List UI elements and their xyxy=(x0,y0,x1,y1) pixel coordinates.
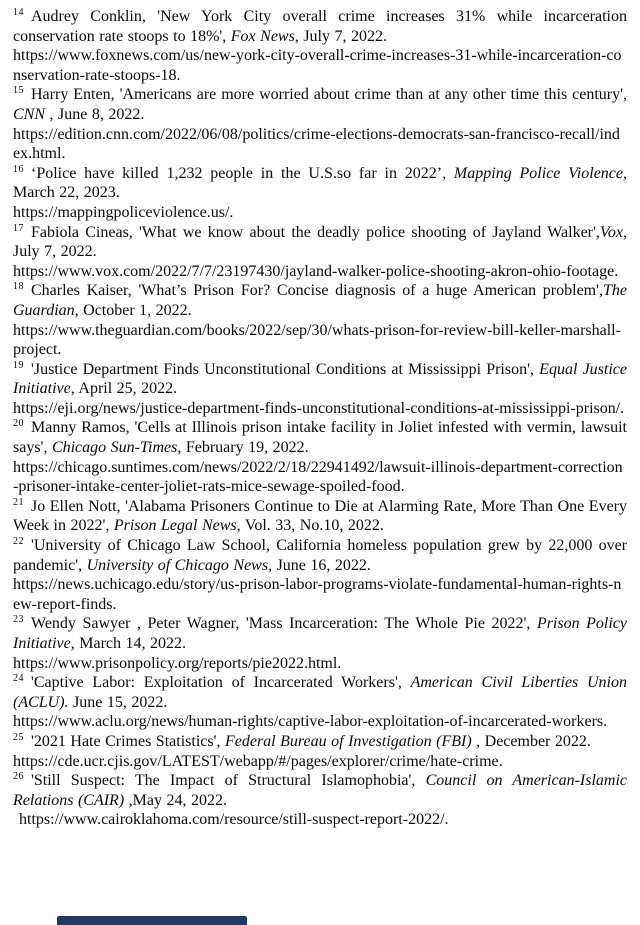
footnote-17 xyxy=(13,223,627,282)
footnote-25 xyxy=(13,732,627,771)
citation-text: June 15, 2022. xyxy=(68,693,168,711)
citation-text: , Vol. 33, No.10, 2022. xyxy=(236,517,384,535)
footnote-26 xyxy=(13,771,627,830)
citation-url: https://www.vox.com/2022/7/7/23197430/jayland-walker-police-shooting-akron-ohio-footage. xyxy=(13,262,619,280)
citation-url: https://www.foxnews.com/us/new-york-city-overall-crime-increases-31-while-incarceration-conservation-rate-stoops-18. xyxy=(13,47,622,84)
citation-url: https://edition.cnn.com/2022/06/08/politics/crime-elections-democrats-san-francisco-recall/index.html. xyxy=(13,125,620,163)
citation-text: Fabiola Cineas, 'What we know about the deadly police shooting of Jayland Walker', xyxy=(31,223,600,241)
footnote-20 xyxy=(13,418,627,496)
citation-text: , July 7, 2022. xyxy=(13,223,627,261)
citation-url: https://news.uchicago.edu/story/us-prison-labor-programs-violate-fundamental-human-rights-new-report-finds. xyxy=(13,576,622,613)
footnote-number: 21 xyxy=(13,496,24,508)
source-name: The Guardian, xyxy=(13,282,627,319)
footnote-24 xyxy=(13,673,627,732)
bottom-navy-bar xyxy=(57,916,247,925)
citation-url: https://mappingpoliceviolence.us/. xyxy=(13,203,234,221)
source-name: Equal Justice Initiative, xyxy=(13,360,628,398)
citation-text: , December 2022. xyxy=(476,732,591,750)
footnote-number: 25 xyxy=(13,731,24,743)
citation-text: 'Captive Labor: Exploitation of Incarcerated Workers', xyxy=(31,674,411,692)
footnote-21 xyxy=(13,497,627,536)
footnote-number: 19 xyxy=(13,359,24,371)
footnote-22 xyxy=(13,536,627,614)
citation-text: 'Still Suspect: The Impact of Structural Islamophobia', xyxy=(31,772,426,790)
citation-text: February 19, 2022. xyxy=(181,439,309,457)
citation-url: https://eji.org/news/justice-department-finds-unconstitutional-conditions-at-mississippi-prison/. xyxy=(13,399,625,417)
footnote-number: 16 xyxy=(13,163,24,175)
citation-url: https://cde.ucr.cjis.gov/LATEST/webapp/#/pages/explorer/crime/hate-crime. xyxy=(13,752,503,770)
citation-url: https://chicago.suntimes.com/news/2022/2/18/22941492/lawsuit-illinois-department-correction-prisoner-intake-center-joliet-rats-mice-sewage-spoiled-food. xyxy=(13,458,623,496)
footnote-number: 23 xyxy=(13,614,24,626)
citation-text: , June 8, 2022. xyxy=(45,105,145,123)
citation-text: '2021 Hate Crimes Statistics', xyxy=(31,732,225,750)
citation-url: https://www.prisonpolicy.org/reports/pie2022.html. xyxy=(13,654,342,672)
citation-text: Charles Kaiser, 'What’s Prison For? Concise diagnosis of a huge American problem', xyxy=(31,282,603,300)
citation-text: ‘Police have killed 1,232 people in the U.S.so far in 2022’, xyxy=(31,164,454,182)
citation-url: https://www.theguardian.com/books/2022/sep/30/whats-prison-for-review-bill-keller-marshall-project. xyxy=(13,321,621,359)
citation-url: https://www.cairoklahoma.com/resource/still-suspect-report-2022/. xyxy=(19,811,449,829)
footnote-number: 24 xyxy=(13,673,24,685)
citation-text: Audrey Conklin, 'New York City overall crime increases 31% while incarceration conservation rate stoops to 18%', xyxy=(13,8,627,45)
source-name: Fox News xyxy=(230,27,295,45)
source-name: Council on American-Islamic Relations (CAIR) xyxy=(13,772,628,809)
footnote-number: 22 xyxy=(13,536,24,548)
citation-text: Wendy Sawyer , Peter Wagner, 'Mass Incarceration: The Whole Pie 2022', xyxy=(31,615,537,633)
footnote-number: 14 xyxy=(13,7,24,18)
footnote-18 xyxy=(13,281,627,359)
source-name: Chicago Sun-Times, xyxy=(51,439,182,457)
citation-text: 'Justice Department Finds Unconstitutional Conditions at Mississippi Prison', xyxy=(31,360,540,378)
source-name: University of Chicago News, xyxy=(86,556,273,574)
footnote-15 xyxy=(13,85,627,163)
source-name: Mapping Police Violence, xyxy=(453,164,627,182)
source-name: American Civil Liberties Union (ACLU). xyxy=(13,674,628,711)
citation-text: Manny Ramos, 'Cells at Illinois prison intake facility in Joliet infested with vermin, lawsuit says', xyxy=(13,419,627,457)
citation-text: April 25, 2022. xyxy=(74,380,178,398)
citation-text: , July 7, 2022. xyxy=(294,27,387,45)
source-name: CNN xyxy=(13,105,46,123)
citation-url: https://www.aclu.org/news/human-rights/captive-labor-exploitation-of-incarcerated-workers. xyxy=(13,713,608,731)
footnote-number: 18 xyxy=(13,281,24,293)
source-name: Prison Policy Initiative, xyxy=(13,615,628,652)
footnote-number: 15 xyxy=(13,85,24,97)
footnote-14 xyxy=(13,7,627,85)
footnote-16 xyxy=(13,164,627,223)
footnote-19 xyxy=(13,360,627,419)
footnote-number: 26 xyxy=(13,771,24,783)
source-name: Vox xyxy=(599,223,623,241)
source-name: Prison Legal News xyxy=(113,517,237,535)
footnote-number: 17 xyxy=(13,222,24,234)
footnote-23 xyxy=(13,614,627,673)
citation-text: October 1, 2022. xyxy=(78,301,192,319)
citation-text: March 22, 2023. xyxy=(13,184,120,202)
source-name: Federal Bureau of Investigation (FBI) xyxy=(224,732,477,750)
citation-text: Harry Enten, 'Americans are more worried about crime than at any other time this century', xyxy=(31,86,627,104)
citation-text: 'University of Chicago Law School, California homeless population grew by 22,000 over pandemic', xyxy=(13,537,627,574)
citation-text: ,May 24, 2022. xyxy=(128,791,227,809)
footnote-number: 20 xyxy=(13,418,24,430)
citation-text: June 16, 2022. xyxy=(272,556,371,574)
citation-text: March 14, 2022. xyxy=(74,635,187,652)
citation-text: Jo Ellen Nott, 'Alabama Prisoners Continue to Die at Alarming Rate, More Than One Every Week in 2022', xyxy=(13,497,627,535)
